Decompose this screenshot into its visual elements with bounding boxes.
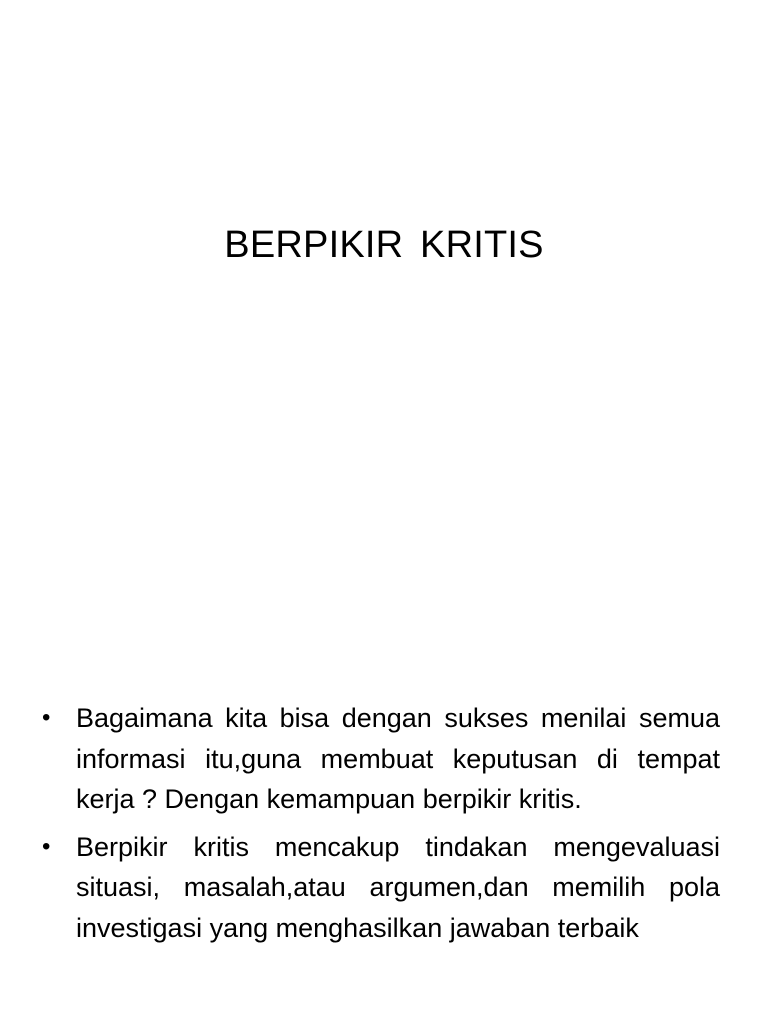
slide-title: BERPIKIR KRITIS — [224, 224, 544, 266]
bullet-text: Berpikir kritis mencakup tindakan mengevaluasi situasi, masalah,atau argumen,dan memilih pola investigasi yang menghasilkan jawaban terbaik — [76, 831, 720, 943]
bullet-item — [42, 698, 720, 820]
bullet-text: Bagaimana kita bisa dengan sukses menilai semua informasi itu,guna membuat keputusan di tempat kerja ? Dengan kemampuan berpikir kritis. — [76, 703, 720, 814]
bullet-item — [42, 827, 720, 949]
bullet-point-icon: • — [42, 704, 51, 731]
bullet-point-icon: • — [42, 832, 51, 860]
bullet-list — [42, 698, 720, 955]
